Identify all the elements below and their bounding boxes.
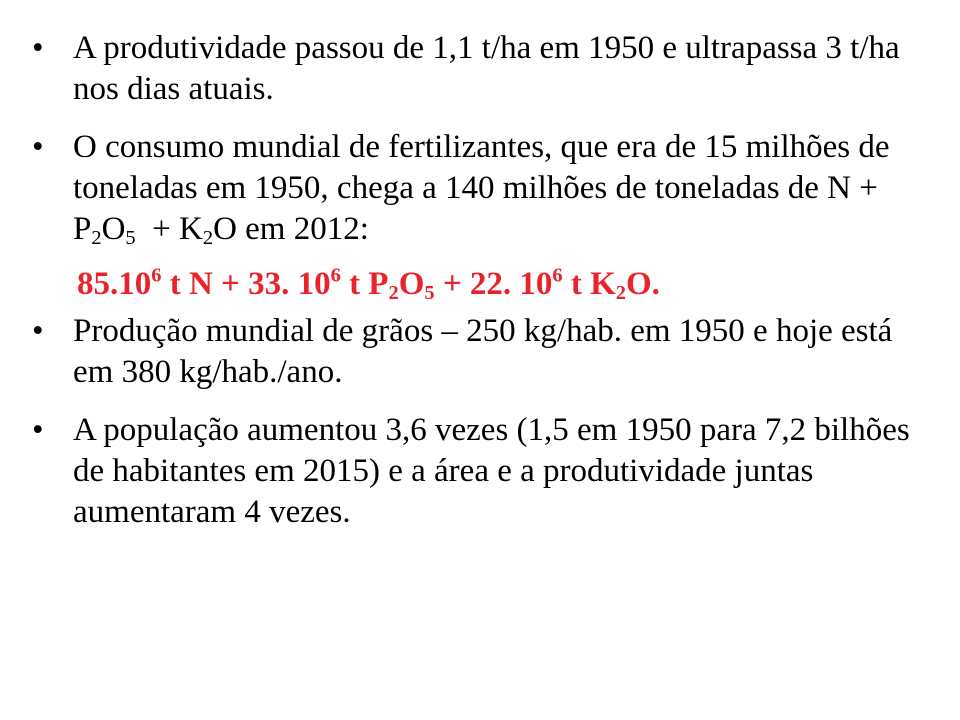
bullet-fertilizer xyxy=(32,127,912,250)
formula-part: O xyxy=(398,266,425,302)
formula-part: t N + 33. 10 xyxy=(161,266,331,302)
subscript: 2 xyxy=(91,227,102,250)
bullet-list xyxy=(32,28,912,550)
formula-part: t P xyxy=(340,266,389,302)
formula-part: 85.10 xyxy=(77,266,152,302)
superscript: 6 xyxy=(151,264,162,287)
subscript: 5 xyxy=(125,227,136,250)
superscript: 6 xyxy=(552,264,563,287)
bullet-dot: • xyxy=(32,412,44,448)
bullet-population-text: A população aumentou 3,6 vezes (1,5 em 1950 para 7,2 bilhões de habitantes em 2015) e a área e a produtividade juntas aumentaram 4 vezes. xyxy=(73,412,910,530)
bullet-dot: • xyxy=(32,30,44,66)
subscript: 2 xyxy=(615,282,626,305)
subscript: 2 xyxy=(202,227,214,250)
bullet-fertilizer-text-c: + K xyxy=(135,211,203,247)
subscript: 5 xyxy=(424,282,435,305)
superscript: 6 xyxy=(330,264,341,287)
bullet-fertilizer-text-a: O consumo mundial de fertilizantes, que era de 15 milhões de toneladas em 1950, chega a 140 milhões de toneladas de N + P xyxy=(73,129,890,247)
fertilizer-formula xyxy=(32,264,912,305)
formula-part: t K xyxy=(562,266,616,302)
subscript: 2 xyxy=(388,282,399,305)
bullet-productivity-text: A produtividade passou de 1,1 t/ha em 1950 e ultrapassa 3 t/ha nos dias atuais. xyxy=(73,30,900,107)
formula-part: O. xyxy=(626,266,660,302)
bullet-grain-production xyxy=(32,311,912,393)
bullet-population xyxy=(32,410,912,533)
bullet-fertilizer-text-d: O em 2012: xyxy=(213,211,369,247)
formula-part: + 22. 10 xyxy=(434,266,553,302)
bullet-grain-production-text: Produção mundial de grãos – 250 kg/hab. em 1950 e hoje está em 380 kg/hab./ano. xyxy=(73,313,893,390)
bullet-productivity xyxy=(32,28,912,110)
bullet-dot: • xyxy=(32,129,44,165)
bullet-dot: • xyxy=(32,313,44,349)
bullet-fertilizer-text-b: O xyxy=(101,211,126,247)
